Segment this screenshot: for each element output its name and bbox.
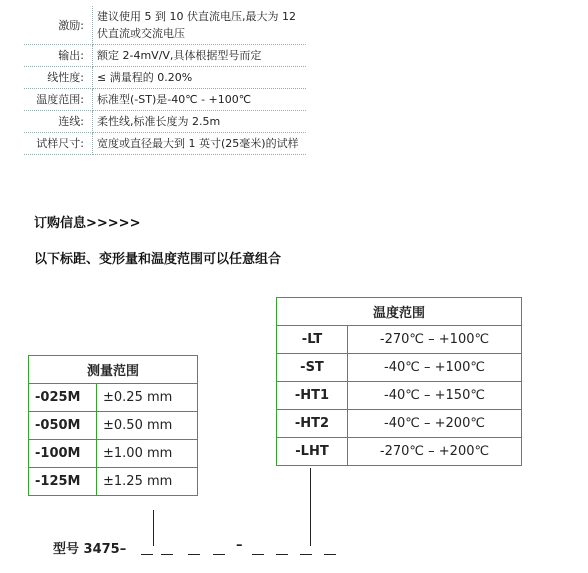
model-blank <box>161 554 173 555</box>
spec-label: 温度范围: <box>24 89 93 111</box>
table-row <box>29 412 198 440</box>
table-row <box>277 438 522 466</box>
order-combination-note: 以下标距、变形量和温度范围可以任意组合 <box>34 252 282 267</box>
range-value: ±0.50 mm <box>97 412 198 440</box>
spec-label: 线性度: <box>24 67 93 89</box>
spec-row <box>24 45 306 67</box>
temp-value: -270℃ – +100℃ <box>348 326 522 354</box>
model-blank <box>141 554 153 555</box>
range-value: ±1.25 mm <box>97 468 198 496</box>
range-code: -125M <box>29 468 97 496</box>
spec-value: ≤ 满量程的 0.20% <box>93 67 307 89</box>
spec-table <box>24 6 306 155</box>
model-blank <box>324 554 336 555</box>
temp-code: -HT2 <box>277 410 348 438</box>
table-row <box>277 326 522 354</box>
spec-label: 连线: <box>24 111 93 133</box>
spec-value: 标准型(-ST)是-40℃ - +100℃ <box>93 89 307 111</box>
table-row <box>29 440 198 468</box>
order-info-heading: 订购信息>>>>> <box>34 216 141 231</box>
model-blank <box>252 554 264 555</box>
table-row <box>277 382 522 410</box>
table-row <box>29 468 198 496</box>
spec-value: 额定 2-4mV/V,具体根据型号而定 <box>93 45 307 67</box>
model-blank <box>213 554 225 555</box>
spec-value: 柔性线,标准长度为 2.5m <box>93 111 307 133</box>
temp-value: -40℃ – +200℃ <box>348 410 522 438</box>
range-code: -100M <box>29 440 97 468</box>
measurement-range-table <box>28 355 198 496</box>
model-blank <box>300 554 312 555</box>
range-value: ±0.25 mm <box>97 384 198 412</box>
spec-value: 宽度或直径最大到 1 英寸(25毫米)的试样 <box>93 133 307 155</box>
range-code: -050M <box>29 412 97 440</box>
table-row <box>29 384 198 412</box>
temp-code: -LHT <box>277 438 348 466</box>
model-separator: – <box>236 538 243 553</box>
spec-row <box>24 6 306 45</box>
range-code: -025M <box>29 384 97 412</box>
spec-row <box>24 133 306 155</box>
temp-code: -LT <box>277 326 348 354</box>
spec-label: 试样尺寸: <box>24 133 93 155</box>
model-blank <box>188 554 200 555</box>
measurement-range-title: 测量范围 <box>29 356 198 384</box>
range-value: ±1.00 mm <box>97 440 198 468</box>
temp-value: -40℃ – +100℃ <box>348 354 522 382</box>
temperature-range-table <box>276 297 522 466</box>
temperature-connector-line <box>310 468 311 546</box>
model-blank <box>276 554 288 555</box>
temp-code: -HT1 <box>277 382 348 410</box>
range-connector-line <box>153 510 154 546</box>
model-number-label: 型号 3475– <box>53 542 127 557</box>
spec-row <box>24 67 306 89</box>
temp-value: -40℃ – +150℃ <box>348 382 522 410</box>
temp-code: -ST <box>277 354 348 382</box>
table-row <box>277 410 522 438</box>
spec-label: 输出: <box>24 45 93 67</box>
temp-value: -270℃ – +200℃ <box>348 438 522 466</box>
spec-row <box>24 111 306 133</box>
spec-value: 建议使用 5 到 10 伏直流电压,最大为 12 伏直流或交流电压 <box>93 6 307 45</box>
spec-row <box>24 89 306 111</box>
spec-label: 激励: <box>24 6 93 45</box>
table-row <box>277 354 522 382</box>
temperature-range-title: 温度范围 <box>277 298 522 326</box>
